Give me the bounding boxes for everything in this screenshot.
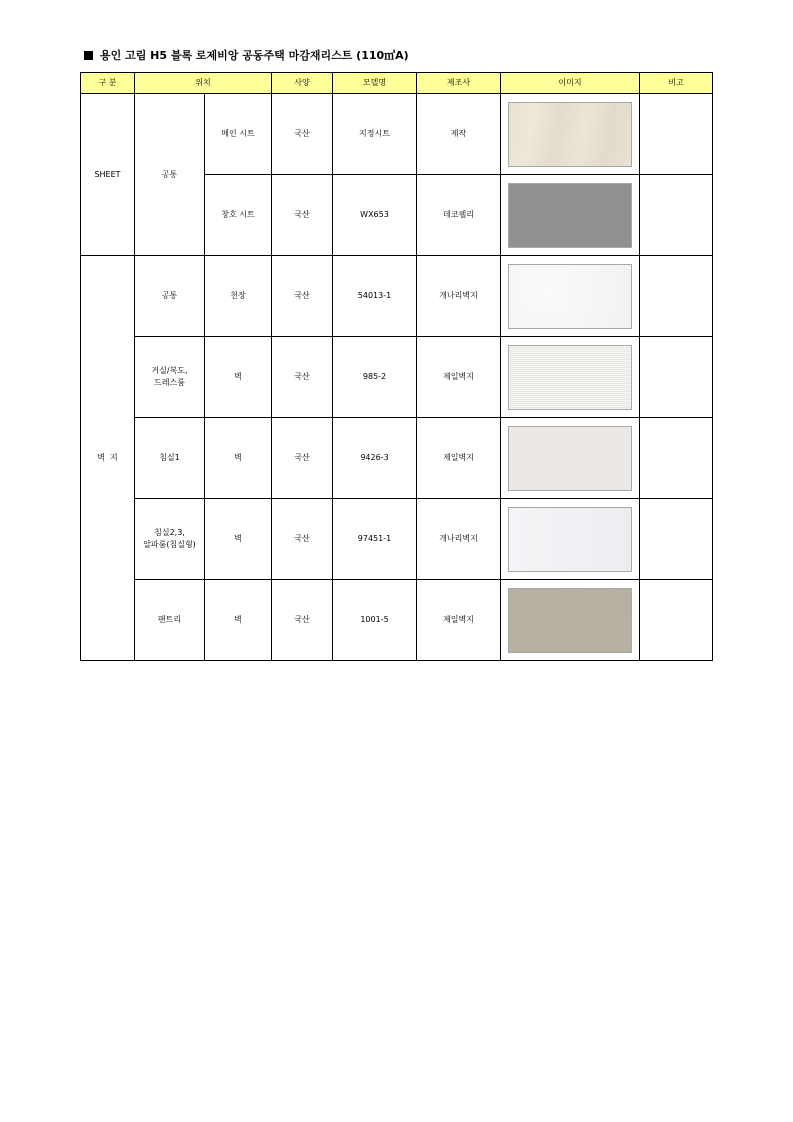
header-note: 비고 — [640, 73, 713, 94]
model-cell: 985-2 — [333, 337, 417, 418]
group-label-sheet: SHEET — [81, 94, 135, 256]
spec-cell: 국산 — [272, 499, 333, 580]
table-row — [81, 337, 713, 418]
location-secondary: 창호 시트 — [205, 175, 272, 256]
note-cell — [640, 418, 713, 499]
note-cell — [640, 175, 713, 256]
image-cell — [501, 499, 640, 580]
material-swatch-image — [508, 102, 632, 167]
header-model: 모델명 — [333, 73, 417, 94]
spec-cell: 국산 — [272, 337, 333, 418]
note-cell — [640, 499, 713, 580]
material-swatch-image — [508, 588, 632, 653]
header-spec: 사양 — [272, 73, 333, 94]
image-cell — [501, 337, 640, 418]
location-primary: 거실/복도, 드레스룸 — [135, 337, 205, 418]
location-secondary: 벽 — [205, 580, 272, 661]
image-cell — [501, 175, 640, 256]
table-row — [81, 418, 713, 499]
spec-cell: 국산 — [272, 418, 333, 499]
header-location: 위치 — [135, 73, 272, 94]
material-swatch-image — [508, 507, 632, 572]
note-cell — [640, 94, 713, 175]
note-cell — [640, 337, 713, 418]
image-cell — [501, 418, 640, 499]
square-bullet-icon — [84, 51, 93, 60]
material-swatch-image — [508, 345, 632, 410]
header-maker: 제조사 — [417, 73, 501, 94]
table-row — [81, 499, 713, 580]
model-cell: 54013-1 — [333, 256, 417, 337]
note-cell — [640, 256, 713, 337]
location-primary: 침실2,3, 알파룸(침실형) — [135, 499, 205, 580]
location-secondary: 벽 — [205, 337, 272, 418]
model-cell: WX653 — [333, 175, 417, 256]
material-swatch-image — [508, 264, 632, 329]
maker-cell: 제일벽지 — [417, 337, 501, 418]
spec-cell: 국산 — [272, 580, 333, 661]
maker-cell: 제일벽지 — [417, 580, 501, 661]
spec-cell: 국산 — [272, 256, 333, 337]
material-swatch-image — [508, 183, 632, 248]
location-secondary: 벽 — [205, 418, 272, 499]
location-secondary: 벽 — [205, 499, 272, 580]
maker-cell: 제일벽지 — [417, 418, 501, 499]
group-label-wallpaper: 벽 지 — [81, 256, 135, 661]
location-primary: 공통 — [135, 256, 205, 337]
image-cell — [501, 256, 640, 337]
note-cell — [640, 580, 713, 661]
model-cell: 9426-3 — [333, 418, 417, 499]
finish-materials-table — [80, 72, 713, 661]
header-category: 구 분 — [81, 73, 135, 94]
location-secondary: 천장 — [205, 256, 272, 337]
table-row — [81, 580, 713, 661]
model-cell: 97451-1 — [333, 499, 417, 580]
model-cell: 지정시트 — [333, 94, 417, 175]
document-title-text: 용인 고림 H5 블록 로제비앙 공동주택 마감재리스트 (110㎡A) — [100, 49, 409, 62]
image-cell — [501, 580, 640, 661]
image-cell — [501, 94, 640, 175]
location-primary: 공통 — [135, 94, 205, 256]
location-primary: 팬트리 — [135, 580, 205, 661]
header-image: 이미지 — [501, 73, 640, 94]
material-swatch-image — [508, 426, 632, 491]
maker-cell: 개나리벽지 — [417, 256, 501, 337]
spec-cell: 국산 — [272, 94, 333, 175]
document-title — [84, 47, 409, 63]
model-cell: 1001-5 — [333, 580, 417, 661]
location-secondary: 메인 시트 — [205, 94, 272, 175]
table-row — [81, 256, 713, 337]
table-row — [81, 94, 713, 175]
maker-cell: 데코웰리 — [417, 175, 501, 256]
maker-cell: 개나리벽지 — [417, 499, 501, 580]
table-header-row — [81, 73, 713, 94]
spec-cell: 국산 — [272, 175, 333, 256]
location-primary: 침실1 — [135, 418, 205, 499]
maker-cell: 제작 — [417, 94, 501, 175]
